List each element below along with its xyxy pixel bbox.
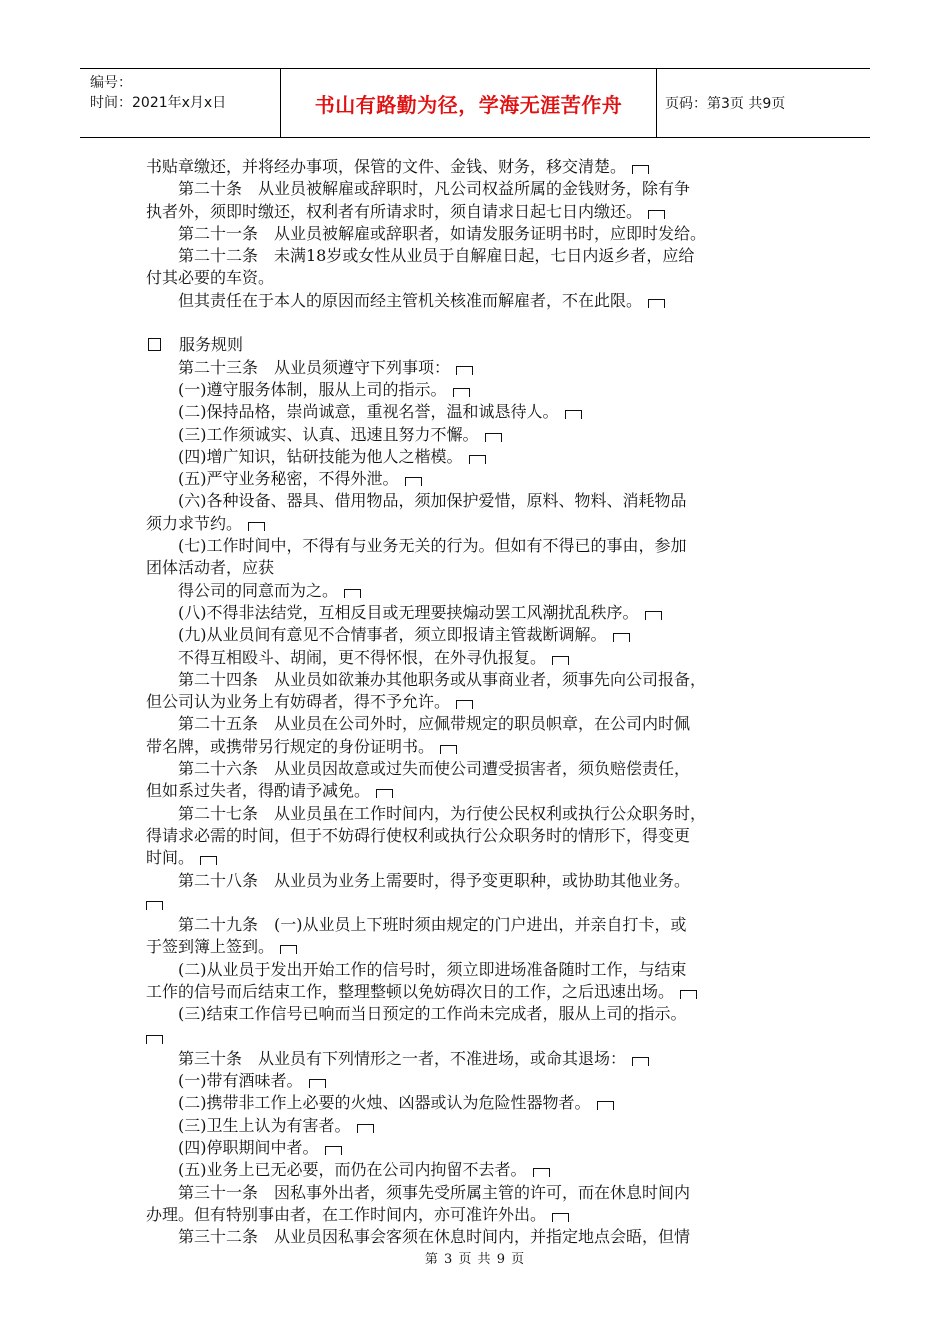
paragraph-mark-icon xyxy=(648,299,665,308)
text-line xyxy=(146,1182,806,1204)
text-line xyxy=(146,959,806,981)
line-text: 第二十五条 从业员在公司外时，应佩带规定的职员帜章，在公司内时佩 xyxy=(178,714,691,734)
line-text: 第二十二条 未满18岁或女性从业员于自解雇日起，七日内返乡者，应给 xyxy=(178,246,695,266)
paragraph-mark-icon xyxy=(552,656,569,665)
paragraph-mark-icon xyxy=(552,1213,569,1222)
paragraph-mark-icon xyxy=(613,633,630,642)
header-slogan: 书山有路勤为径，学海无涯苦作舟 xyxy=(280,69,657,137)
line-text: 但如系过失者，得酌请予减免。 xyxy=(146,781,371,801)
text-line xyxy=(146,1204,806,1226)
line-text: 团体活动者，应获 xyxy=(146,558,275,578)
line-text: 于签到簿上签到。 xyxy=(146,937,275,957)
line-text: (五)严守业务秘密，不得外泄。 xyxy=(178,469,399,489)
paragraph-mark-icon xyxy=(632,165,649,174)
line-text: 须力求节约。 xyxy=(146,513,243,533)
line-text: 得请求必需的时间，但于不妨碍行使权利或执行公众职务时的情形下，得变更 xyxy=(146,825,691,845)
paragraph-mark-icon xyxy=(645,611,662,620)
text-line xyxy=(146,1003,806,1025)
line-text: (三)卫生上认为有害者。 xyxy=(178,1115,351,1135)
text-line xyxy=(146,357,806,379)
paragraph-mark-icon xyxy=(456,700,473,709)
paragraph-mark-icon xyxy=(248,522,265,531)
paragraph-mark-icon xyxy=(648,210,665,219)
text-line xyxy=(146,1226,806,1248)
line-text: 第三十二条 从业员因私事会客须在休息时间内，并指定地点会晤，但情 xyxy=(178,1227,691,1247)
blank-line xyxy=(146,312,806,334)
line-text: (二)携带非工作上必要的火烛、凶器或认为危险性器物者。 xyxy=(178,1093,591,1113)
line-text: (一)带有酒味者。 xyxy=(178,1071,303,1091)
line-text: 第二十七条 从业员虽在工作时间内，为行使公民权利或执行公众职务时， xyxy=(178,803,707,823)
text-line xyxy=(146,490,806,512)
text-line xyxy=(146,892,806,914)
document-number-label: 编号： xyxy=(90,75,132,91)
paragraph-mark-icon xyxy=(344,589,361,598)
text-line xyxy=(146,713,806,735)
line-text: (九)从业员间有意见不合情事者，须立即报请主管裁断调解。 xyxy=(178,625,607,645)
paragraph-mark-icon xyxy=(565,410,582,419)
checkbox-square-icon xyxy=(148,338,161,351)
text-line xyxy=(146,178,806,200)
text-line xyxy=(146,446,806,468)
paragraph-mark-icon xyxy=(485,433,502,442)
line-text: (五)业务上已无必要，而仍在公司内拘留不去者。 xyxy=(178,1160,527,1180)
text-line xyxy=(146,914,806,936)
text-line xyxy=(146,513,806,535)
line-text: (七)工作时间中，不得有与业务无关的行为。但如有不得已的事由，参加 xyxy=(178,536,687,556)
header-page-label: 页码：第3页 共9页 xyxy=(665,96,786,112)
line-text: 办理。但有特别事由者，在工作时间内，亦可准许外出。 xyxy=(146,1204,547,1224)
line-text: 不得互相殴斗、胡闹，更不得怀恨，在外寻仇报复。 xyxy=(178,647,547,667)
text-line xyxy=(146,267,806,289)
text-line xyxy=(146,602,806,624)
line-text: 但公司认为业务上有妨碍者，得不予允许。 xyxy=(146,692,451,712)
text-line xyxy=(146,825,806,847)
line-text: 时间。 xyxy=(146,848,195,868)
text-line xyxy=(146,691,806,713)
document-date-label: 时间：2021年x月x日 xyxy=(90,95,227,111)
text-line xyxy=(146,847,806,869)
line-text: (四)停职期间中者。 xyxy=(178,1138,319,1158)
line-text: 第三十一条 因私事外出者，须事先受所属主管的许可，而在休息时间内 xyxy=(178,1182,691,1202)
page-footer: 第 3 页 共 9 页 xyxy=(424,1252,526,1267)
paragraph-mark-icon xyxy=(456,366,473,375)
paragraph-mark-icon xyxy=(325,1146,342,1155)
text-line xyxy=(146,780,806,802)
paragraph-mark-icon xyxy=(357,1124,374,1133)
line-text: 但其责任在于本人的原因而经主管机关核准而解雇者，不在此限。 xyxy=(178,290,643,310)
line-text: 带名牌，或携带另行规定的身份证明书。 xyxy=(146,736,435,756)
text-line xyxy=(146,669,806,691)
text-line xyxy=(146,245,806,267)
page-header xyxy=(80,68,870,138)
text-line xyxy=(146,1048,806,1070)
text-line xyxy=(146,1092,806,1114)
text-line xyxy=(146,379,806,401)
text-line xyxy=(146,1026,806,1048)
line-text: 得公司的同意而为之。 xyxy=(178,580,339,600)
line-text: 第二十一条 从业员被解雇或辞职者，如请发服务证明书时，应即时发给。 xyxy=(178,223,707,243)
text-line xyxy=(146,201,806,223)
header-left-cell xyxy=(80,69,280,137)
paragraph-mark-icon xyxy=(280,945,297,954)
paragraph-mark-icon xyxy=(469,455,486,464)
text-line xyxy=(146,758,806,780)
line-text: 第二十三条 从业员须遵守下列事项： xyxy=(178,357,451,377)
text-line xyxy=(146,1070,806,1092)
text-line xyxy=(146,647,806,669)
line-text: (一)遵守服务体制，服从上司的指示。 xyxy=(178,379,447,399)
text-line xyxy=(146,535,806,557)
text-line xyxy=(146,624,806,646)
paragraph-mark-icon xyxy=(200,856,217,865)
line-text: (三)工作须诚实、认真、迅速且努力不懈。 xyxy=(178,424,479,444)
paragraph-mark-icon xyxy=(405,477,422,486)
text-line xyxy=(146,290,806,312)
paragraph-mark-icon xyxy=(440,745,457,754)
line-text: (八)不得非法结党，互相反目或无理要挟煽动罢工风潮扰乱秩序。 xyxy=(178,602,639,622)
text-line xyxy=(146,557,806,579)
line-text: 第二十八条 从业员为业务上需要时，得予变更职种，或协助其他业务。 xyxy=(178,870,691,890)
line-text: 第二十六条 从业员因故意或过失而使公司遭受损害者，须负赔偿责任， xyxy=(178,759,691,779)
text-line xyxy=(146,223,806,245)
text-line xyxy=(146,580,806,602)
line-text: (六)各种设备、器具、借用物品，须加保护爱惜，原料、物料、消耗物品 xyxy=(178,491,687,511)
line-text: (四)增广知识，钻研技能为他人之楷模。 xyxy=(178,446,463,466)
text-line xyxy=(146,468,806,490)
paragraph-mark-icon xyxy=(453,388,470,397)
line-text: 书贴章缴还，并将经办事项，保管的文件、金钱、财务，移交清楚。 xyxy=(146,157,627,176)
section-heading: 服务规则 xyxy=(179,335,244,355)
line-text: 第二十九条 (一)从业员上下班时须由规定的门户进出，并亲自打卡，或 xyxy=(178,915,687,935)
line-text: 执者外，须即时缴还，权利者有所请求时，须自请求日起七日内缴还。 xyxy=(146,201,643,221)
text-line xyxy=(146,736,806,758)
line-text: 工作的信号而后结束工作，整理整顿以免妨碍次日的工作，之后迅速出场。 xyxy=(146,981,675,1001)
line-text: 第三十条 从业员有下列情形之一者，不准进场，或命其退场： xyxy=(178,1048,627,1068)
text-line xyxy=(146,1137,806,1159)
line-text: (三)结束工作信号已响而当日预定的工作尚未完成者，服从上司的指示。 xyxy=(178,1004,687,1024)
text-line xyxy=(146,156,806,178)
document-body xyxy=(146,156,806,1249)
text-line xyxy=(146,936,806,958)
text-line xyxy=(146,424,806,446)
paragraph-mark-icon xyxy=(376,789,393,798)
text-line xyxy=(146,870,806,892)
line-text: 第二十条 从业员被解雇或辞职时，凡公司权益所属的金钱财务，除有争 xyxy=(178,179,691,199)
text-line xyxy=(146,1159,806,1181)
paragraph-mark-icon xyxy=(632,1057,649,1066)
paragraph-mark-icon xyxy=(680,990,697,999)
text-line xyxy=(146,401,806,423)
line-text: 第二十四条 从业员如欲兼办其他职务或从事商业者，须事先向公司报备， xyxy=(178,669,707,689)
line-text: (二)从业员于发出开始工作的信号时，须立即进场准备随时工作，与结束 xyxy=(178,959,687,979)
paragraph-mark-icon xyxy=(533,1168,550,1177)
paragraph-mark-icon xyxy=(597,1101,614,1110)
paragraph-mark-icon xyxy=(146,1035,163,1044)
line-text: 付其必要的车资。 xyxy=(146,268,275,288)
paragraph-mark-icon xyxy=(309,1079,326,1088)
text-line xyxy=(146,334,806,356)
text-line xyxy=(146,981,806,1003)
text-line xyxy=(146,1115,806,1137)
text-line xyxy=(146,803,806,825)
paragraph-mark-icon xyxy=(146,901,163,910)
line-text: (二)保持品格，崇尚诚意，重视名誉，温和诚恳待人。 xyxy=(178,402,559,422)
